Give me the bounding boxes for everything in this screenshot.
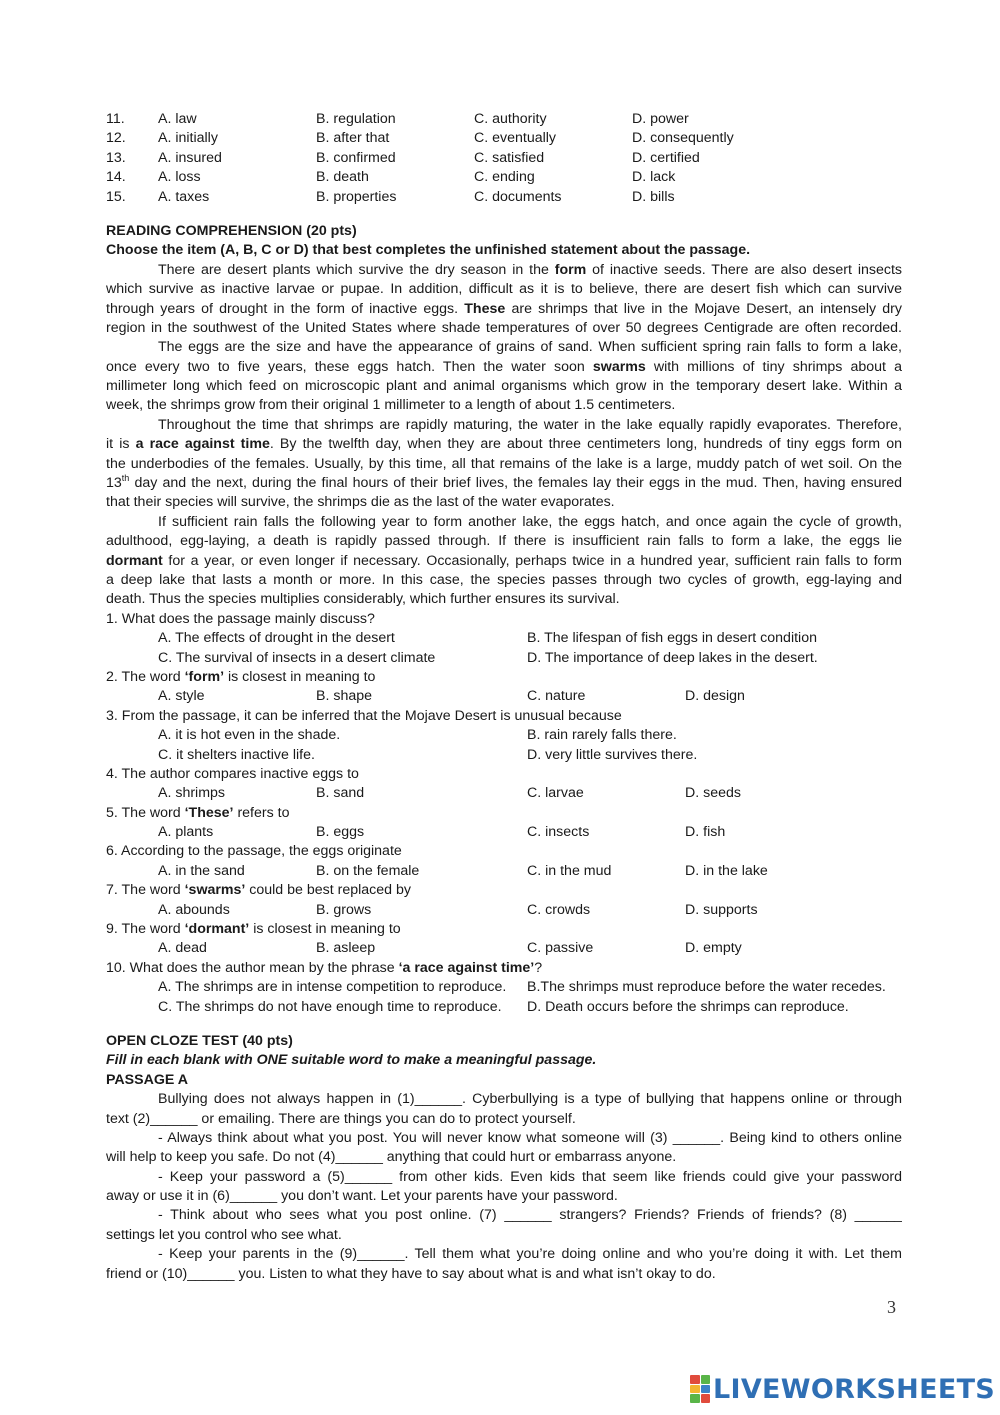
option-b: B. shape [316, 688, 373, 705]
option-c: C. nature [527, 688, 586, 705]
item-number: 11. [106, 111, 125, 127]
cloze-line: friend or (10)______ you. Listen to what they have to say about what is and what isn’t okay to do. [106, 1265, 716, 1282]
vocab-option: B. regulation [316, 111, 396, 127]
option-b: B. grows [316, 901, 372, 918]
option-c: C. The shrimps do not have enough time to reproduce. [158, 998, 502, 1015]
option-c: C. it shelters inactive life. [158, 746, 315, 763]
reading-heading: READING COMPREHENSION (20 pts) [106, 222, 357, 239]
option-a: A. dead [158, 940, 207, 957]
vocab-option: C. authority [474, 111, 547, 127]
question-5: 5. The word ‘These’ refers to [106, 804, 290, 821]
cloze-line: away or use it in (6)______ you don’t want. Let your parents have your password. [106, 1188, 618, 1205]
option-c: C. The survival of insects in a desert climate [158, 649, 436, 666]
question-2-options [106, 687, 902, 706]
item-number: 13. [106, 149, 126, 166]
passage-line: the underbodies of the females. Usually, by this time, all that remains of the lake is a large, muddy patch of wet soil. On the [106, 455, 902, 472]
question-3-options [106, 746, 902, 765]
vocab-option: B. properties [316, 188, 397, 205]
option-d: D. fish [685, 824, 726, 841]
item-number: 14. [106, 169, 126, 186]
vocab-option: A. loss [158, 169, 201, 186]
vocab-option: B. death [316, 169, 369, 186]
vocab-option: A. law [158, 111, 197, 127]
worksheet-page [106, 110, 902, 1284]
passage-line: If sufficient rain falls the following year to form another lake, the eggs hatch, and once again the cycle of growth, [158, 513, 902, 530]
option-d: D. The importance of deep lakes in the desert. [527, 649, 818, 666]
option-b: B. rain rarely falls there. [527, 727, 677, 744]
option-a: A. abounds [158, 901, 230, 918]
option-c: C. larvae [527, 785, 584, 802]
passage-line: Throughout the time that shrimps are rapidly maturing, the water in the lake equally rapidly evaporates. Therefore, [158, 416, 902, 433]
option-a: A. The effects of drought in the desert [158, 630, 395, 647]
logo-icon [690, 1375, 710, 1403]
option-c: C. passive [527, 940, 594, 957]
passage-line: it is a race against time. By the twelfth day, when they are about three centimeters long, hundreds of tiny eggs form on [106, 436, 902, 453]
question-4-options [106, 784, 902, 803]
option-a: A. The shrimps are in intense competition to reproduce. [158, 979, 507, 996]
passage-line: region in the southwest of the United States where shade temperatures of over 50 degrees Centigrade are often recorded. [106, 319, 902, 336]
passage-line: adulthood, egg-laying, a death is rapidly passed through. If there is insufficient rain falls to form a lake, the eggs lie [106, 533, 902, 550]
vocab-option: D. certified [632, 149, 700, 166]
passage-line: 13th day and the next, during the final hours of their brief lives, the females lay their eggs in the mud. Then, having ensured [106, 474, 902, 492]
cloze-line: settings let you control who see what. [106, 1226, 342, 1243]
passage-line: The eggs are the size and have the appearance of grains of sand. When sufficient spring rain falls to form a lake, [158, 339, 902, 356]
brand-name: LIVEWORKSHEETS [713, 1373, 996, 1405]
question-6: 6. According to the passage, the eggs originate [106, 843, 402, 860]
vocab-row [106, 110, 902, 129]
passage-label: PASSAGE A [106, 1071, 188, 1088]
passage-line: There are desert plants which survive the dry season in the form of inactive seeds. There are also desert insects [158, 261, 902, 278]
option-b: B. sand [316, 785, 365, 802]
passage-line: dormant for a year, or even longer if necessary. Occasionally, perhaps twice in a hundred year, sufficient rain falls to form [106, 552, 902, 569]
vocab-option: B. confirmed [316, 149, 396, 166]
option-a: A. style [158, 688, 205, 705]
option-a: A. in the sand [158, 862, 245, 879]
question-2: 2. The word ‘form’ is closest in meaning to [106, 668, 376, 685]
option-b: B. eggs [316, 824, 365, 841]
cloze-line: will help to keep you safe. Do not (4)______ anything that could hurt or embarrass anyone. [106, 1149, 677, 1166]
vocab-option: C. ending [474, 169, 535, 186]
liveworksheets-logo[interactable] [690, 1372, 995, 1406]
option-d: D. in the lake [685, 862, 768, 879]
vocab-option: C. documents [474, 188, 562, 205]
question-9: 9. The word ‘dormant’ is closest in meaning to [106, 921, 401, 938]
passage-line: week, the shrimps grow from their original 1 millimeter to a length of about 1.5 centimeters. [106, 397, 676, 414]
question-1-options [106, 649, 902, 668]
page-number: 3 [887, 1297, 896, 1317]
question-3-options [106, 726, 902, 745]
vocab-row [106, 149, 902, 168]
question-7: 7. The word ‘swarms’ could be best replaced by [106, 882, 411, 899]
passage-line: once every two to five years, these eggs hatch. Then the water soon swarms with millions of tiny shrimps about a [106, 358, 902, 375]
question-3: 3. From the passage, it can be inferred that the Mojave Desert is unusual because [106, 707, 622, 724]
cloze-line: - Think about who sees what you post online. (7) ______ strangers? Friends? Friends of friends? (8) ______ [158, 1207, 902, 1224]
option-d: D. Death occurs before the shrimps can reproduce. [527, 998, 849, 1015]
question-6-options [106, 862, 902, 881]
reading-instruction: Choose the item (A, B, C or D) that best completes the unfinished statement about the passage. [106, 242, 751, 259]
question-10-options [106, 978, 902, 997]
vocab-option: B. after that [316, 130, 390, 147]
question-9-options [106, 939, 902, 958]
option-c: C. in the mud [527, 862, 612, 879]
option-a: A. plants [158, 824, 214, 841]
option-d: D. empty [685, 940, 742, 957]
vocab-option: A. initially [158, 130, 218, 147]
option-d: D. supports [685, 901, 758, 918]
cloze-instruction: Fill in each blank with ONE suitable word to make a meaningful passage. [106, 1052, 597, 1069]
question-10-options [106, 998, 902, 1017]
question-1-options [106, 629, 902, 648]
item-number: 15. [106, 188, 126, 205]
question-1: 1. What does the passage mainly discuss? [106, 610, 375, 627]
vocab-row [106, 168, 902, 187]
question-4: 4. The author compares inactive eggs to [106, 765, 359, 782]
vocab-row [106, 188, 902, 207]
vocab-option: A. insured [158, 149, 222, 166]
vocab-option: D. lack [632, 169, 676, 186]
cloze-line: - Keep your parents in the (9)______. Tell them what you’re doing online and who you’re doing it with. Let them [158, 1246, 902, 1263]
vocab-row [106, 129, 902, 148]
passage-line: a deep lake that lasts a month or more. In this case, the species passes through two cycles of growth, egg-laying and [106, 571, 902, 588]
passage-line: that their species will survive, the shrimps die as the last of the water evaporates. [106, 494, 615, 511]
vocab-option: D. bills [632, 188, 675, 205]
passage-line: through years of drought in the form of inactive eggs. These are shrimps that live in the Mojave Desert, an intensely dry [106, 300, 902, 317]
passage-line: death. Thus the species multiplies considerably, which further ensures its survival. [106, 591, 620, 608]
vocab-option: A. taxes [158, 188, 210, 205]
option-c: C. insects [527, 824, 590, 841]
passage-line: millimeter long which feed on microscopic plant and animal organisms which grow in the temporary desert lake. Within a [106, 378, 902, 395]
cloze-line: - Always think about what you post. You will never know what someone will (3) ______. Being kind to others online [158, 1129, 902, 1146]
item-number: 12. [106, 130, 126, 147]
vocab-option: D. consequently [632, 130, 734, 147]
option-b: B. asleep [316, 940, 376, 957]
vocab-options [106, 110, 902, 207]
option-d: D. design [685, 688, 745, 705]
option-a: A. it is hot even in the shade. [158, 727, 341, 744]
option-d: D. seeds [685, 785, 741, 802]
vocab-option: C. eventually [474, 130, 557, 147]
question-7-options [106, 901, 902, 920]
option-c: C. crowds [527, 901, 591, 918]
cloze-heading: OPEN CLOZE TEST (40 pts) [106, 1032, 293, 1049]
option-b: B. The lifespan of fish eggs in desert condition [527, 630, 817, 647]
cloze-line: text (2)______ or emailing. There are things you can do to protect yourself. [106, 1110, 576, 1127]
vocab-option: C. satisfied [474, 149, 545, 166]
vocab-option: D. power [632, 111, 689, 127]
option-d: D. very little survives there. [527, 746, 698, 763]
question-10: 10. What does the author mean by the phrase ‘a race against time’? [106, 959, 543, 976]
option-b: B. on the female [316, 862, 420, 879]
option-b: B.The shrimps must reproduce before the water recedes. [527, 979, 886, 996]
passage-line: which survive as inactive larvae or pupae. In addition, difficult as it is to believe, there are desert fish which can survive [106, 281, 902, 298]
cloze-line: Bullying does not always happen in (1)______. Cyberbullying is a type of bullying that happens online or through [158, 1091, 902, 1108]
option-a: A. shrimps [158, 785, 226, 802]
question-5-options [106, 823, 902, 842]
cloze-line: - Keep your password a (5)______ from other kids. Even kids that seem like friends could give your password [158, 1168, 902, 1185]
